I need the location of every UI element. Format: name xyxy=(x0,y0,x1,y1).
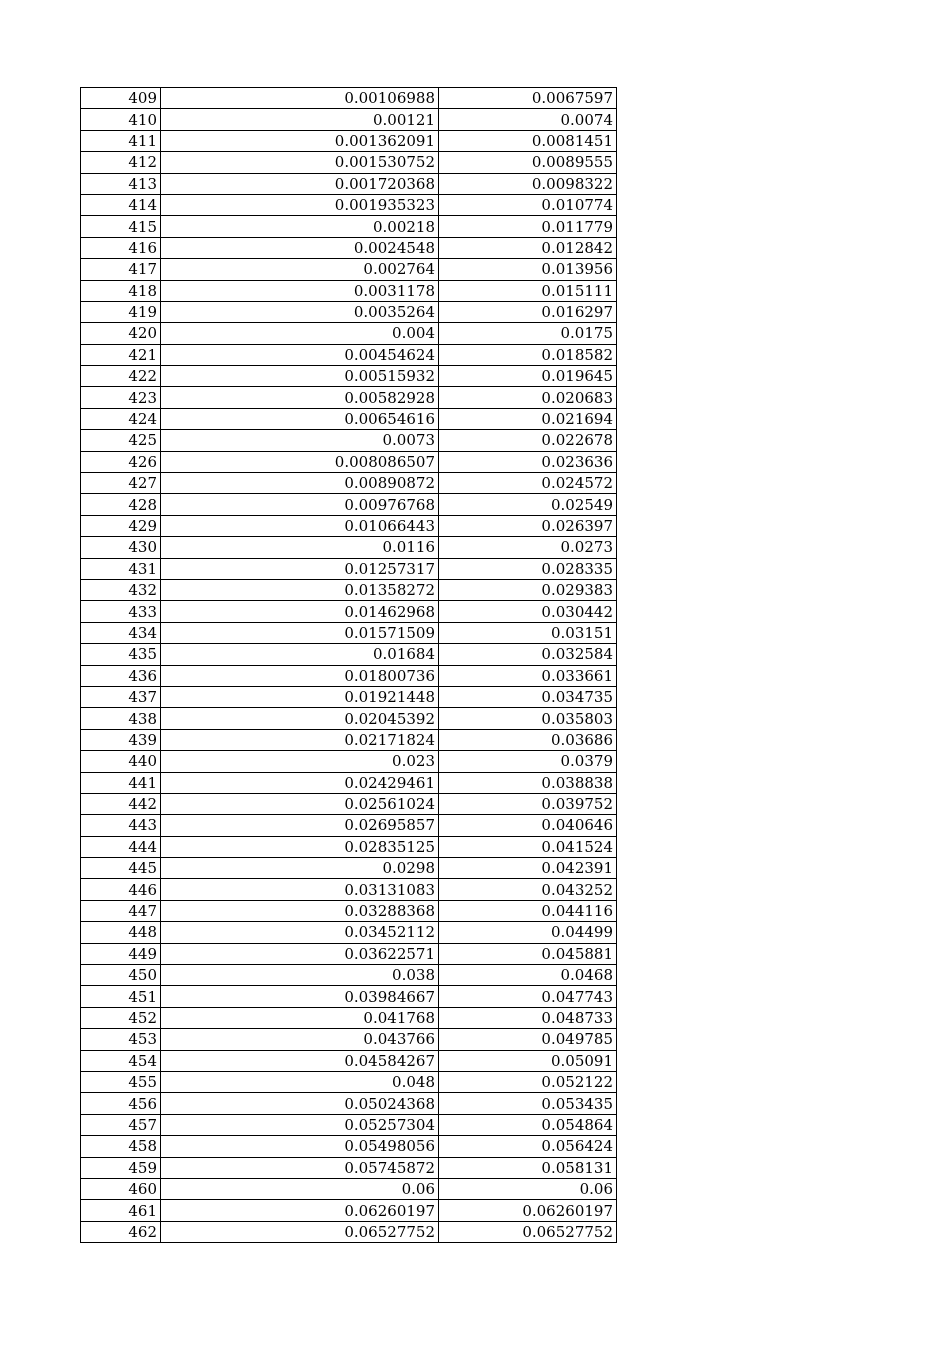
table-row xyxy=(81,1221,617,1242)
wavelength-cell: 444 xyxy=(81,836,161,857)
wavelength-cell: 455 xyxy=(81,1071,161,1092)
table-row xyxy=(81,986,617,1007)
wavelength-cell: 427 xyxy=(81,473,161,494)
value-b-cell: 0.058131 xyxy=(439,1157,617,1178)
value-b-cell: 0.0273 xyxy=(439,537,617,558)
value-a-cell: 0.008086507 xyxy=(161,451,439,472)
wavelength-cell: 436 xyxy=(81,665,161,686)
wavelength-cell: 417 xyxy=(81,259,161,280)
table-row xyxy=(81,408,617,429)
wavelength-cell: 447 xyxy=(81,900,161,921)
value-a-cell: 0.023 xyxy=(161,751,439,772)
table-row xyxy=(81,665,617,686)
value-b-cell: 0.0081451 xyxy=(439,130,617,151)
value-a-cell: 0.00106988 xyxy=(161,88,439,109)
value-b-cell: 0.044116 xyxy=(439,900,617,921)
value-a-cell: 0.05024368 xyxy=(161,1093,439,1114)
value-b-cell: 0.029383 xyxy=(439,579,617,600)
value-a-cell: 0.02045392 xyxy=(161,708,439,729)
wavelength-cell: 432 xyxy=(81,579,161,600)
wavelength-cell: 448 xyxy=(81,922,161,943)
table-row xyxy=(81,366,617,387)
value-b-cell: 0.06 xyxy=(439,1178,617,1199)
value-b-cell: 0.047743 xyxy=(439,986,617,1007)
wavelength-cell: 423 xyxy=(81,387,161,408)
value-a-cell: 0.0116 xyxy=(161,537,439,558)
value-a-cell: 0.048 xyxy=(161,1071,439,1092)
value-a-cell: 0.0035264 xyxy=(161,301,439,322)
table-row xyxy=(81,109,617,130)
value-b-cell: 0.039752 xyxy=(439,793,617,814)
table-row xyxy=(81,579,617,600)
table-row xyxy=(81,965,617,986)
wavelength-cell: 459 xyxy=(81,1157,161,1178)
value-a-cell: 0.01800736 xyxy=(161,665,439,686)
value-b-cell: 0.034735 xyxy=(439,686,617,707)
value-b-cell: 0.026397 xyxy=(439,515,617,536)
wavelength-cell: 460 xyxy=(81,1178,161,1199)
table-row xyxy=(81,301,617,322)
value-a-cell: 0.00890872 xyxy=(161,473,439,494)
wavelength-cell: 428 xyxy=(81,494,161,515)
wavelength-cell: 452 xyxy=(81,1007,161,1028)
value-b-cell: 0.0175 xyxy=(439,323,617,344)
value-b-cell: 0.030442 xyxy=(439,601,617,622)
table-row xyxy=(81,430,617,451)
wavelength-cell: 442 xyxy=(81,793,161,814)
table-row xyxy=(81,1093,617,1114)
value-a-cell: 0.0073 xyxy=(161,430,439,451)
value-b-cell: 0.021694 xyxy=(439,408,617,429)
wavelength-cell: 418 xyxy=(81,280,161,301)
value-b-cell: 0.056424 xyxy=(439,1136,617,1157)
wavelength-cell: 425 xyxy=(81,430,161,451)
value-b-cell: 0.049785 xyxy=(439,1029,617,1050)
table-row xyxy=(81,879,617,900)
table-row xyxy=(81,815,617,836)
wavelength-cell: 437 xyxy=(81,686,161,707)
value-b-cell: 0.0074 xyxy=(439,109,617,130)
value-a-cell: 0.06527752 xyxy=(161,1221,439,1242)
value-b-cell: 0.019645 xyxy=(439,366,617,387)
value-b-cell: 0.04499 xyxy=(439,922,617,943)
table-row xyxy=(81,943,617,964)
value-b-cell: 0.048733 xyxy=(439,1007,617,1028)
wavelength-cell: 413 xyxy=(81,173,161,194)
value-a-cell: 0.02695857 xyxy=(161,815,439,836)
table-row xyxy=(81,1007,617,1028)
value-b-cell: 0.0067597 xyxy=(439,88,617,109)
table-row xyxy=(81,130,617,151)
table-row xyxy=(81,194,617,215)
value-b-cell: 0.016297 xyxy=(439,301,617,322)
value-a-cell: 0.00218 xyxy=(161,216,439,237)
value-b-cell: 0.03686 xyxy=(439,729,617,750)
value-b-cell: 0.023636 xyxy=(439,451,617,472)
table-row xyxy=(81,237,617,258)
value-a-cell: 0.01921448 xyxy=(161,686,439,707)
table-row xyxy=(81,88,617,109)
value-a-cell: 0.03288368 xyxy=(161,900,439,921)
value-a-cell: 0.01571509 xyxy=(161,622,439,643)
value-b-cell: 0.0379 xyxy=(439,751,617,772)
value-a-cell: 0.043766 xyxy=(161,1029,439,1050)
value-b-cell: 0.038838 xyxy=(439,772,617,793)
value-a-cell: 0.03131083 xyxy=(161,879,439,900)
value-a-cell: 0.02429461 xyxy=(161,772,439,793)
wavelength-cell: 411 xyxy=(81,130,161,151)
value-b-cell: 0.012842 xyxy=(439,237,617,258)
wavelength-cell: 451 xyxy=(81,986,161,1007)
wavelength-cell: 422 xyxy=(81,366,161,387)
wavelength-cell: 430 xyxy=(81,537,161,558)
value-b-cell: 0.043252 xyxy=(439,879,617,900)
table-row xyxy=(81,537,617,558)
value-b-cell: 0.040646 xyxy=(439,815,617,836)
table-row xyxy=(81,1114,617,1135)
wavelength-cell: 421 xyxy=(81,344,161,365)
wavelength-cell: 443 xyxy=(81,815,161,836)
value-a-cell: 0.0031178 xyxy=(161,280,439,301)
wavelength-cell: 431 xyxy=(81,558,161,579)
value-a-cell: 0.002764 xyxy=(161,259,439,280)
wavelength-cell: 409 xyxy=(81,88,161,109)
value-a-cell: 0.001935323 xyxy=(161,194,439,215)
value-a-cell: 0.001530752 xyxy=(161,152,439,173)
table-row xyxy=(81,494,617,515)
value-a-cell: 0.03452112 xyxy=(161,922,439,943)
value-b-cell: 0.022678 xyxy=(439,430,617,451)
wavelength-cell: 440 xyxy=(81,751,161,772)
wavelength-cell: 415 xyxy=(81,216,161,237)
value-a-cell: 0.04584267 xyxy=(161,1050,439,1071)
table-row xyxy=(81,686,617,707)
value-a-cell: 0.00654616 xyxy=(161,408,439,429)
table-row xyxy=(81,708,617,729)
wavelength-cell: 462 xyxy=(81,1221,161,1242)
value-b-cell: 0.013956 xyxy=(439,259,617,280)
table-row xyxy=(81,751,617,772)
wavelength-cell: 434 xyxy=(81,622,161,643)
value-b-cell: 0.0468 xyxy=(439,965,617,986)
value-b-cell: 0.024572 xyxy=(439,473,617,494)
value-b-cell: 0.018582 xyxy=(439,344,617,365)
wavelength-cell: 439 xyxy=(81,729,161,750)
wavelength-cell: 441 xyxy=(81,772,161,793)
value-b-cell: 0.011779 xyxy=(439,216,617,237)
wavelength-cell: 449 xyxy=(81,943,161,964)
table-row xyxy=(81,793,617,814)
table-row xyxy=(81,1157,617,1178)
value-a-cell: 0.001720368 xyxy=(161,173,439,194)
value-a-cell: 0.001362091 xyxy=(161,130,439,151)
table-row xyxy=(81,836,617,857)
table-row xyxy=(81,772,617,793)
wavelength-cell: 429 xyxy=(81,515,161,536)
wavelength-cell: 438 xyxy=(81,708,161,729)
value-a-cell: 0.03622571 xyxy=(161,943,439,964)
value-b-cell: 0.0098322 xyxy=(439,173,617,194)
value-b-cell: 0.015111 xyxy=(439,280,617,301)
value-b-cell: 0.054864 xyxy=(439,1114,617,1135)
wavelength-cell: 433 xyxy=(81,601,161,622)
value-a-cell: 0.00121 xyxy=(161,109,439,130)
value-a-cell: 0.01684 xyxy=(161,644,439,665)
table-row xyxy=(81,280,617,301)
value-a-cell: 0.004 xyxy=(161,323,439,344)
table-row xyxy=(81,259,617,280)
value-b-cell: 0.0089555 xyxy=(439,152,617,173)
value-a-cell: 0.00454624 xyxy=(161,344,439,365)
wavelength-cell: 414 xyxy=(81,194,161,215)
value-a-cell: 0.05257304 xyxy=(161,1114,439,1135)
wavelength-cell: 419 xyxy=(81,301,161,322)
value-a-cell: 0.0298 xyxy=(161,858,439,879)
table-row xyxy=(81,1050,617,1071)
table-row xyxy=(81,473,617,494)
wavelength-cell: 416 xyxy=(81,237,161,258)
value-a-cell: 0.02835125 xyxy=(161,836,439,857)
wavelength-cell: 457 xyxy=(81,1114,161,1135)
wavelength-cell: 453 xyxy=(81,1029,161,1050)
value-b-cell: 0.028335 xyxy=(439,558,617,579)
value-b-cell: 0.033661 xyxy=(439,665,617,686)
value-a-cell: 0.03984667 xyxy=(161,986,439,1007)
value-b-cell: 0.032584 xyxy=(439,644,617,665)
wavelength-cell: 450 xyxy=(81,965,161,986)
value-a-cell: 0.05745872 xyxy=(161,1157,439,1178)
value-b-cell: 0.05091 xyxy=(439,1050,617,1071)
value-b-cell: 0.010774 xyxy=(439,194,617,215)
wavelength-cell: 461 xyxy=(81,1200,161,1221)
table-row xyxy=(81,515,617,536)
value-a-cell: 0.038 xyxy=(161,965,439,986)
value-a-cell: 0.06260197 xyxy=(161,1200,439,1221)
value-b-cell: 0.042391 xyxy=(439,858,617,879)
wavelength-cell: 446 xyxy=(81,879,161,900)
value-b-cell: 0.06527752 xyxy=(439,1221,617,1242)
table-row xyxy=(81,644,617,665)
wavelength-cell: 445 xyxy=(81,858,161,879)
value-a-cell: 0.00582928 xyxy=(161,387,439,408)
wavelength-cell: 435 xyxy=(81,644,161,665)
value-b-cell: 0.06260197 xyxy=(439,1200,617,1221)
value-a-cell: 0.02171824 xyxy=(161,729,439,750)
value-b-cell: 0.020683 xyxy=(439,387,617,408)
wavelength-cell: 410 xyxy=(81,109,161,130)
table-row xyxy=(81,152,617,173)
value-b-cell: 0.052122 xyxy=(439,1071,617,1092)
table-row xyxy=(81,622,617,643)
table-row xyxy=(81,1136,617,1157)
table-row xyxy=(81,558,617,579)
value-a-cell: 0.01358272 xyxy=(161,579,439,600)
table-row xyxy=(81,900,617,921)
table-row xyxy=(81,729,617,750)
table-row xyxy=(81,858,617,879)
value-a-cell: 0.01462968 xyxy=(161,601,439,622)
table-row xyxy=(81,216,617,237)
value-b-cell: 0.053435 xyxy=(439,1093,617,1114)
value-b-cell: 0.045881 xyxy=(439,943,617,964)
value-a-cell: 0.02561024 xyxy=(161,793,439,814)
value-a-cell: 0.00976768 xyxy=(161,494,439,515)
value-a-cell: 0.041768 xyxy=(161,1007,439,1028)
wavelength-cell: 456 xyxy=(81,1093,161,1114)
table-row xyxy=(81,1029,617,1050)
table-body xyxy=(81,88,617,1243)
value-a-cell: 0.00515932 xyxy=(161,366,439,387)
value-b-cell: 0.03151 xyxy=(439,622,617,643)
value-a-cell: 0.06 xyxy=(161,1178,439,1199)
wavelength-cell: 420 xyxy=(81,323,161,344)
value-a-cell: 0.01066443 xyxy=(161,515,439,536)
value-a-cell: 0.0024548 xyxy=(161,237,439,258)
value-b-cell: 0.035803 xyxy=(439,708,617,729)
table-row xyxy=(81,323,617,344)
table-row xyxy=(81,387,617,408)
wavelength-cell: 454 xyxy=(81,1050,161,1071)
value-b-cell: 0.02549 xyxy=(439,494,617,515)
table-row xyxy=(81,1178,617,1199)
value-a-cell: 0.05498056 xyxy=(161,1136,439,1157)
value-b-cell: 0.041524 xyxy=(439,836,617,857)
table-row xyxy=(81,601,617,622)
wavelength-cell: 458 xyxy=(81,1136,161,1157)
table-row xyxy=(81,451,617,472)
wavelength-cell: 424 xyxy=(81,408,161,429)
table-row xyxy=(81,922,617,943)
table-row xyxy=(81,344,617,365)
data-table xyxy=(80,87,617,1243)
table-row xyxy=(81,1071,617,1092)
wavelength-cell: 426 xyxy=(81,451,161,472)
table-row xyxy=(81,173,617,194)
wavelength-cell: 412 xyxy=(81,152,161,173)
value-a-cell: 0.01257317 xyxy=(161,558,439,579)
table-row xyxy=(81,1200,617,1221)
